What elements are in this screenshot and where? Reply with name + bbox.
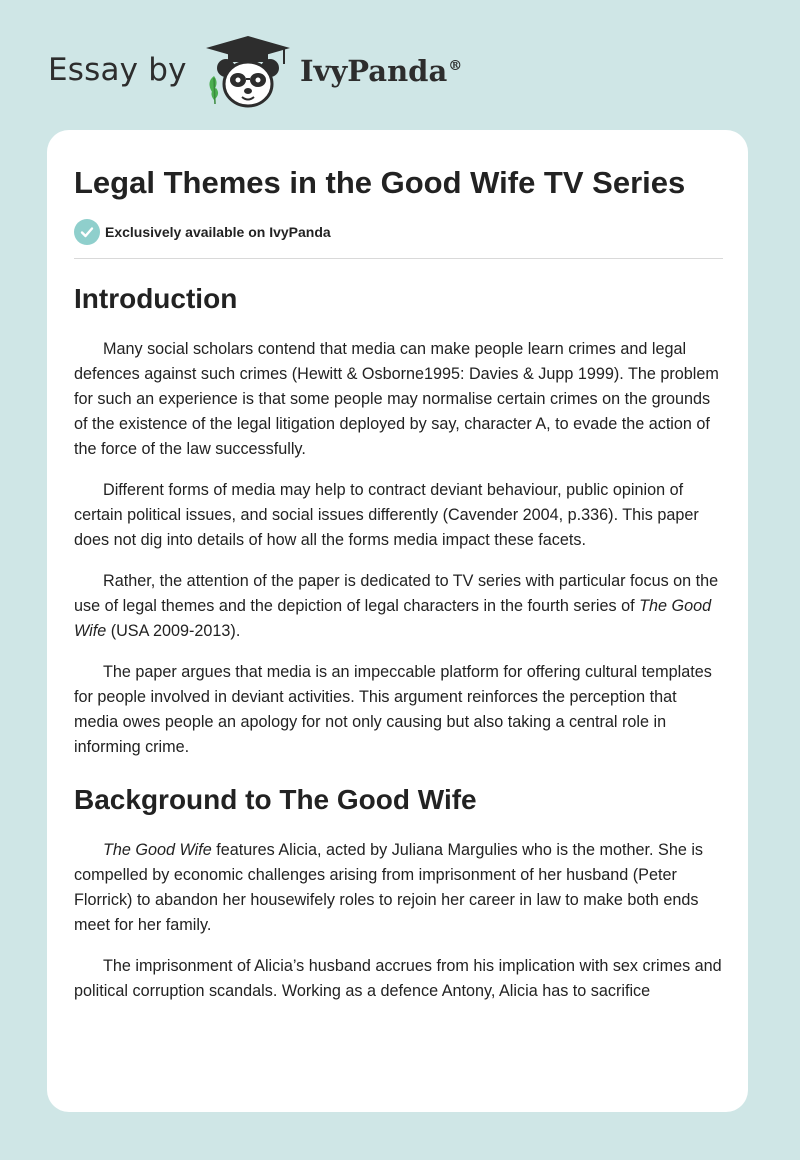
paragraph-text: Many social scholars contend that media can make people learn crimes and legal defences against such crimes (Hewitt & Osborne1995: Davies & Jupp 1999). The problem for such an experience is that some people may normalise certain crimes on the grounds of the existence of the legal litigation deployed by say, character A, to evade the action of the force of the law successfully.	[74, 340, 719, 458]
article-content	[74, 162, 723, 1004]
exclusive-badge	[74, 218, 723, 246]
paragraph	[74, 838, 723, 938]
italic-title-text: The Good Wife	[103, 841, 212, 859]
paragraph	[74, 337, 723, 462]
brand-name	[300, 54, 462, 88]
section-heading: Introduction	[74, 283, 238, 314]
section-heading: Background to The Good Wife	[74, 784, 477, 815]
article-card	[47, 130, 748, 1112]
paragraph-text: Rather, the attention of the paper is dedicated to TV series with particular focus on the use of legal themes and the depiction of legal characters in the fourth series of	[74, 572, 719, 615]
paragraph-text: The imprisonment of Alicia’s husband accrues from his implication with sex crimes and political corruption scandals. Working as a defence Antony, Alicia has to sacrifice	[74, 957, 722, 1000]
title-divider	[74, 258, 723, 259]
article-title: Legal Themes in the Good Wife TV Series	[74, 165, 686, 200]
check-circle-icon	[74, 219, 100, 245]
brand-prefix: Essay by	[48, 52, 187, 88]
italic-title-text: The Good Wife	[74, 597, 712, 640]
registered-mark: ®	[448, 58, 463, 75]
paragraph	[74, 478, 723, 553]
paragraph	[74, 569, 723, 644]
brand-header	[48, 32, 508, 112]
paragraph	[74, 954, 723, 1004]
paragraph-text: The paper argues that media is an impeccable platform for offering cultural templates for people involved in deviant activities. This argument reinforces the perception that media owes people an apology for not only causing but also taking a central role in informing crime.	[74, 663, 712, 756]
paragraph	[74, 660, 723, 760]
paragraph-text: Different forms of media may help to contract deviant behaviour, public opinion of certain political issues, and social issues differently (Cavender 2004, p.336). This paper does not dig into details of how all the forms media impact these facets.	[74, 481, 699, 549]
brand-name-text: IvyPanda	[300, 54, 448, 88]
article-body	[74, 281, 723, 1004]
paragraph-text: features Alicia, acted by Juliana Margulies who is the mother. She is compelled by economic challenges arising from imprisonment of her husband (Peter Florrick) to abandon her housewifely roles to rejoin her career in law to make both ends meet for her family.	[74, 841, 704, 934]
exclusive-label: Exclusively available on IvyPanda	[105, 224, 331, 240]
paragraph-text: (USA 2009-2013).	[106, 622, 241, 640]
panda-graduate-logo-icon	[204, 34, 292, 110]
